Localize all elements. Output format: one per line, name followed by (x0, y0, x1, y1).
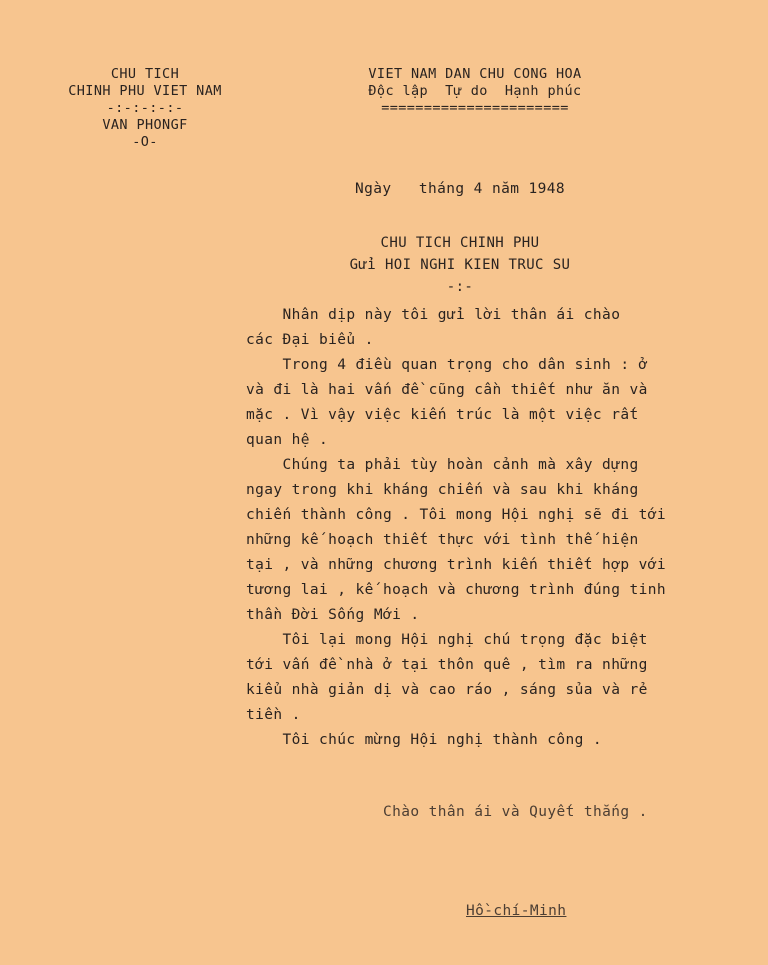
body-line: ngay trong khi kháng chiến và sau khi kháng (246, 482, 639, 498)
state-header (330, 66, 620, 117)
body-line: thần Đời Sống Mới . (246, 607, 420, 623)
body-line: các Đại biểu . (246, 332, 374, 348)
body-line: và đi là hai vấn đề cũng cần thiết như ăn và (246, 382, 648, 398)
body-line: tại , và những chương trình kiến thiết hợp với (246, 557, 666, 573)
body-line: tương lai , kế hoạch và chương trình đúng tinh (246, 582, 666, 598)
body-line: Nhân dịp này tôi gửi lời thân ái chào (246, 307, 621, 323)
body-line: kiểu nhà giản dị và cao ráo , sáng sủa và rẻ (246, 682, 648, 698)
body-line: tới vấn đề nhà ở tại thôn quê , tìm ra những (246, 657, 648, 673)
body-line: chiến thành công . Tôi mong Hội nghị sẽ đi tới (246, 507, 666, 523)
body-line: Tôi lại mong Hội nghị chú trọng đặc biệt (246, 632, 648, 648)
closing-line: Chào thân ái và Quyết thắng . (383, 804, 648, 820)
sender-header (40, 66, 250, 151)
title-line-2: Gửi HOI NGHI KIEN TRUC SU (349, 257, 571, 273)
sender-line-4: VAN PHONGF (102, 117, 188, 133)
body-line: mặc . Vì vậy việc kiến trúc là một việc rất (246, 407, 639, 423)
title-line-1: CHU TICH CHINH PHU (380, 235, 540, 251)
state-motto: Độc lập Tự do Hạnh phúc (368, 83, 582, 99)
state-divider: ====================== (381, 100, 569, 116)
body-line: những kế hoạch thiết thực với tình thế hiện (246, 532, 639, 548)
body-line: Tôi chúc mừng Hội nghị thành công . (246, 732, 603, 748)
body-line: tiền . (246, 707, 301, 723)
body-line: Trong 4 điều quan trọng cho dân sinh : ở (246, 357, 648, 373)
sender-line-1: CHU TICH (110, 66, 180, 82)
body-line: quan hệ . (246, 432, 329, 448)
sender-line-2: CHINH PHU VIET NAM (68, 83, 222, 99)
state-name: VIET NAM DAN CHU CONG HOA (368, 66, 582, 82)
date-line: Ngày tháng 4 năm 1948 (355, 181, 565, 197)
body-line: Chúng ta phải tùy hoàn cảnh mà xây dựng (246, 457, 639, 473)
signature: Hồ-chí-Minh (466, 903, 567, 919)
sender-mark: -O- (132, 134, 158, 150)
title-divider: -:- (446, 279, 474, 295)
letter-title (300, 232, 620, 298)
sender-divider: -:-:-:-:- (106, 100, 184, 116)
